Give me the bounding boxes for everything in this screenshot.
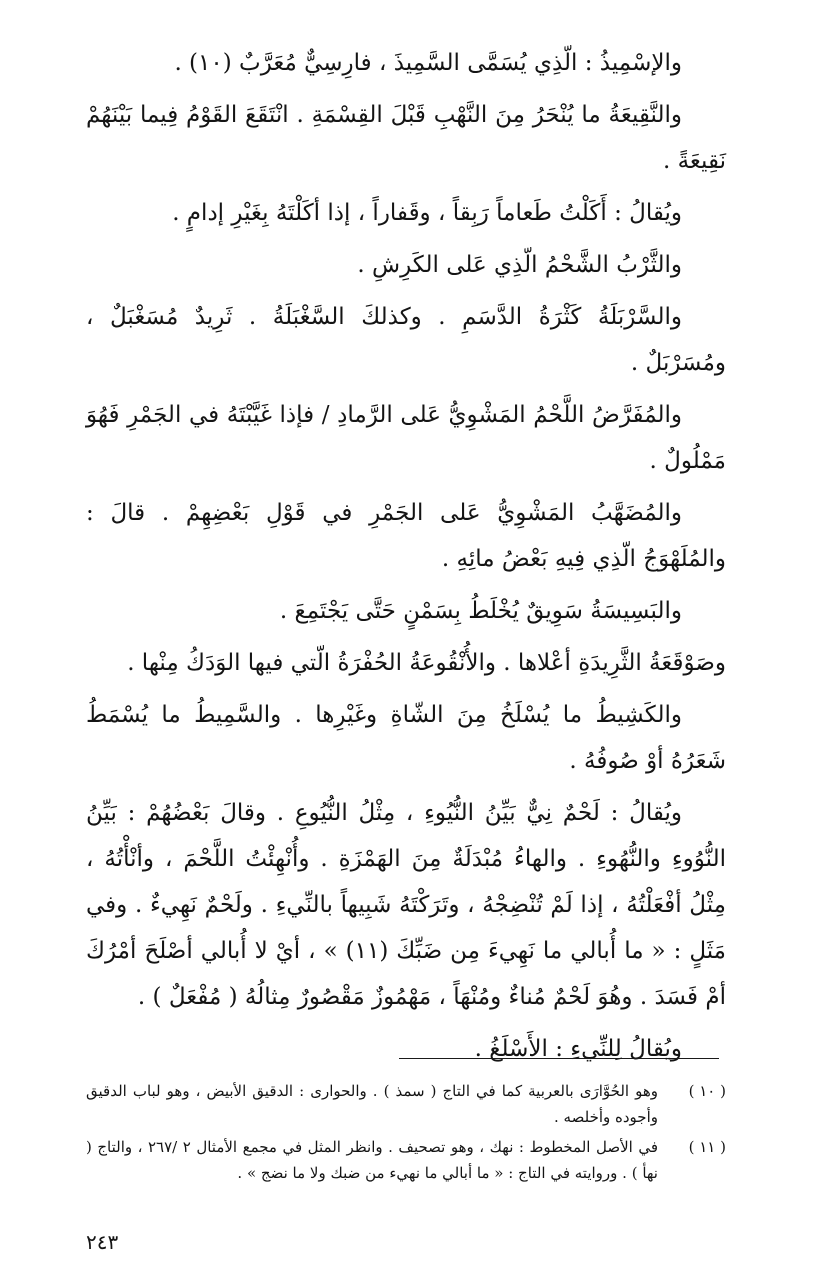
paragraph-7: والمُضَهَّبُ المَشْوِيُّ عَلى الجَمْرِ في قَوْلِ بَعْضِهِمْ . قالَ : والمُلَهْوَجُ الّذِي فِيهِ بَعْضُ مائِهِ .: [86, 500, 726, 572]
paragraph-2: والنَّقِيعَةُ ما يُنْحَرُ مِنَ النَّهْبِ قَبْلَ القِسْمَةِ . انْتَقَعَ القَوْمُ فِيما بَيْنَهُمْ نَقِيعَةً .: [86, 102, 726, 174]
main-text: [86, 40, 726, 1078]
paragraph-6: والمُفَرَّضُ اللَّحْمُ المَشْوِيُّ عَلى الرَّمادِ / فإذا غَيَّبْتَهُ في الجَمْرِ فَهُوَ مَمْلُولٌ .: [86, 402, 726, 474]
footnote-divider: [399, 1058, 719, 1059]
paragraph-12: ويُقالُ لِلنِّيءِ : الأَسْلَغُ .: [474, 1036, 682, 1062]
paragraph-1: والإسْمِيذُ : الّذِي يُسَمَّى السَّمِيذَ ، فارِسِيٌّ مُعَرَّبٌ (١٠) .: [174, 50, 682, 76]
paragraph-8: والبَسِيسَةُ سَوِيقٌ يُخْلَطُ بِسَمْنٍ حَتَّى يَجْتَمِعَ .: [279, 598, 682, 624]
page-number: ٢٤٣: [86, 1230, 119, 1254]
paragraph-5: والسَّرْبَلَةُ كَثْرَةُ الدَّسَمِ . وكذلكَ السَّغْبَلَةُ . ثَرِيدٌ مُسَغْبَلٌ ، ومُسَرْبَلٌ .: [86, 304, 726, 376]
footnote-number: ( ١٠ ): [688, 1082, 726, 1100]
footnote-text: في الأصل المخطوط : نهك ، وهو تصحيف . وانظر المثل في مجمع الأمثال ٢ /٢٦٧ ، والتاج ( نهأ ) . وروايته في التاج : « ما أبالي ما نهيء من ضبك ولا ما نضج » .: [86, 1138, 658, 1182]
footnote-10: [86, 1078, 726, 1130]
footnote-11: [86, 1134, 726, 1186]
paragraph-10: والكَشِيطُ ما يُسْلَخُ مِنَ الشّاةِ وغَيْرِها . والسَّمِيطُ ما يُسْمَطُ شَعَرُهُ أوْ صُوفُهُ .: [86, 702, 726, 774]
paragraph-3: ويُقالُ : أَكَلْتُ طَعاماً رَبِقاً ، وقَفاراً ، إذا أكَلْتَهُ بِغَيْرِ إدامٍ .: [172, 200, 682, 226]
paragraph-11: ويُقالُ : لَحْمٌ نِيٌّ بَيِّنُ النُّيُوءِ ، مِثْلُ النُّيُوعِ . وقالَ بَعْضُهُمْ : بَيِّنُ النُّوُوءِ والنُّهُوءِ . والهاءُ مُبْدَلَةٌ مِنَ الهَمْزَةِ . وأُنْهِئْتُ اللَّحْمَ ، وأنْأْتُهُ ، مِثْلُ أفْعَلْتُهُ ، إذا لَمْ تُنْضِجْهُ ، وتَرَكْتَهُ شَبِيهاً بالنِّيءِ . ولَحْمٌ نَهِيءٌ . وفي مَثَلٍ : « ما أُبالي ما نَهِيءَ مِن ضَبِّكَ (١١) » ، أيْ لا أُبالي أصْلَحَ أمْرُكَ أمْ فَسَدَ . وهُوَ لَحْمٌ مُناءٌ ومُنْهَاً ، مَهْمُوزٌ مَقْصُورٌ مِثالُهُ ( مُفْعَلٌ ) .: [86, 800, 726, 1010]
paragraph-4: والثَّرْبُ الشَّحْمُ الّذِي عَلى الكَرِشِ .: [357, 252, 682, 278]
footnotes: [86, 1078, 726, 1190]
paragraph-9: وصَوْقَعَةُ الثَّرِيدَةِ أعْلاها . والأُنْقُوعَةُ الحُفْرَةُ الّتي فيها الوَدَكُ مِنْها .: [127, 650, 726, 676]
footnote-number: ( ١١ ): [688, 1138, 726, 1156]
footnote-text: وهو الحُوَّارَى بالعربية كما في التاج ( سمذ ) . والحوارى : الدقيق الأبيض ، وهو لباب الدقيق وأجوده وأخلصه .: [86, 1082, 658, 1126]
